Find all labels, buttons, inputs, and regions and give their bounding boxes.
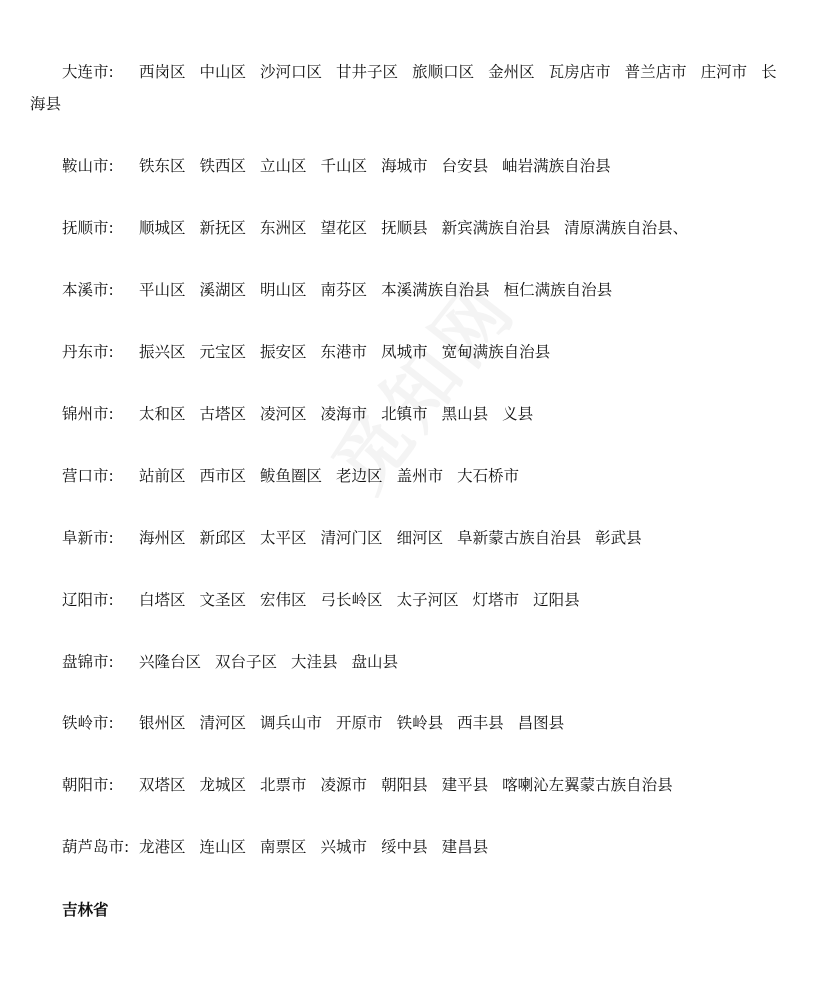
district-item: 兴城市 [320, 838, 368, 856]
district-item: 银州区 [139, 714, 186, 732]
district-item: 西市区 [199, 467, 247, 485]
district-item: 平山区 [139, 281, 186, 299]
district-item: 大石桥市 [457, 467, 520, 485]
district-item: 喀喇沁左翼蒙古族自治县 [502, 776, 673, 794]
city-row [62, 62, 810, 82]
district-item: 昌图县 [517, 714, 565, 732]
district-item: 朝阳县 [381, 776, 428, 794]
district-item: 太平区 [260, 529, 307, 547]
district-item: 大洼县 [291, 653, 338, 671]
district-item: 双台子区 [215, 653, 278, 671]
district-item: 铁东区 [139, 157, 186, 175]
district-item: 调兵山市 [260, 714, 323, 732]
city-name: 营口市: [62, 467, 114, 485]
district-item: 望花区 [320, 219, 368, 237]
district-item: 海城市 [381, 157, 428, 175]
district-item: 细河区 [396, 529, 444, 547]
district-item: 本溪满族自治县 [381, 281, 490, 299]
district-item: 西岗区 [139, 63, 186, 81]
district-item: 白塔区 [139, 591, 186, 609]
district-item: 站前区 [139, 467, 186, 485]
district-item: 弓长岭区 [320, 591, 383, 609]
district-item: 阜新蒙古族自治县 [457, 529, 582, 547]
city-name: 锦州市: [62, 405, 114, 423]
city-name: 朝阳市: [62, 776, 114, 794]
district-item: 盘山县 [351, 653, 399, 671]
district-item: 振兴区 [139, 343, 186, 361]
district-list [139, 219, 702, 237]
district-item: 建平县 [441, 776, 489, 794]
district-item: 台安县 [441, 157, 489, 175]
city-name: 辽阳市: [62, 591, 114, 609]
city-name: 本溪市: [62, 281, 114, 299]
district-item: 旅顺口区 [412, 63, 475, 81]
wrapped-continuation: 海县 [30, 95, 62, 113]
city-row [62, 404, 810, 424]
district-list [139, 714, 578, 732]
district-item: 新抚区 [199, 219, 247, 237]
city-row [62, 528, 810, 548]
district-item: 北镇市 [381, 405, 428, 423]
district-item: 桓仁满族自治县 [503, 281, 613, 299]
district-item: 清原满族自治县、 [564, 219, 689, 237]
district-list [139, 653, 412, 671]
district-item: 凌源市 [320, 776, 368, 794]
district-item: 灯塔市 [472, 591, 520, 609]
city-row [62, 156, 810, 176]
district-item: 振安区 [260, 343, 307, 361]
district-item: 清河门区 [320, 529, 383, 547]
district-item: 顺城区 [139, 219, 186, 237]
district-item: 兴隆台区 [139, 653, 202, 671]
district-item: 明山区 [260, 281, 307, 299]
district-item: 宽甸满族自治县 [441, 343, 551, 361]
district-item: 盖州市 [396, 467, 444, 485]
district-item: 海州区 [139, 529, 186, 547]
district-item: 东港市 [320, 343, 368, 361]
district-item: 立山区 [260, 157, 307, 175]
district-item: 义县 [502, 405, 534, 423]
district-item: 金州区 [488, 63, 535, 81]
district-item: 鲅鱼圈区 [260, 467, 323, 485]
district-item: 凌河区 [260, 405, 307, 423]
city-row [62, 218, 810, 238]
province-heading: 吉林省 [62, 901, 109, 919]
city-name: 葫芦岛市: [62, 838, 130, 856]
district-item: 老边区 [336, 467, 383, 485]
district-item: 元宝区 [199, 343, 247, 361]
district-item: 彰武县 [595, 529, 642, 547]
district-list [139, 157, 625, 175]
district-item: 绥中县 [381, 838, 428, 856]
city-row [62, 775, 810, 795]
district-list [139, 776, 687, 794]
district-list [139, 529, 656, 547]
city-name: 抚顺市: [62, 219, 114, 237]
district-list [139, 838, 502, 856]
district-list [139, 343, 564, 361]
city-name: 鞍山市: [62, 157, 114, 175]
district-list [139, 467, 533, 485]
district-list [139, 405, 547, 423]
city-row [62, 837, 810, 857]
district-item: 宏伟区 [260, 591, 307, 609]
district-item: 甘井子区 [336, 63, 399, 81]
district-item: 东洲区 [260, 219, 307, 237]
city-name: 大连市: [62, 63, 114, 81]
district-item: 新邱区 [199, 529, 247, 547]
district-item: 凤城市 [381, 343, 428, 361]
district-item: 新宾满族自治县 [441, 219, 551, 237]
district-item: 龙港区 [139, 838, 186, 856]
district-item: 南票区 [260, 838, 307, 856]
district-item: 连山区 [199, 838, 247, 856]
district-item: 岫岩满族自治县 [502, 157, 611, 175]
district-item: 北票市 [260, 776, 307, 794]
district-item: 开原市 [336, 714, 383, 732]
city-name: 盘锦市: [62, 653, 114, 671]
district-item: 凌海市 [320, 405, 368, 423]
district-item: 中山区 [199, 63, 247, 81]
city-name: 铁岭市: [62, 714, 114, 732]
district-item: 古塔区 [199, 405, 247, 423]
district-list [139, 281, 626, 299]
district-item: 沙河口区 [260, 63, 323, 81]
district-item: 黑山县 [441, 405, 489, 423]
district-list [139, 591, 594, 609]
district-item: 千山区 [320, 157, 368, 175]
city-name: 阜新市: [62, 529, 114, 547]
district-list [139, 63, 791, 81]
district-item: 文圣区 [199, 591, 247, 609]
city-row [62, 652, 810, 672]
district-item: 太子河区 [396, 591, 459, 609]
district-item: 抚顺县 [381, 219, 428, 237]
district-item: 龙城区 [199, 776, 247, 794]
city-name: 丹东市: [62, 343, 114, 361]
district-item: 长 [761, 63, 777, 81]
district-item: 瓦房店市 [548, 63, 611, 81]
district-item: 普兰店市 [624, 63, 687, 81]
district-item: 太和区 [139, 405, 186, 423]
district-item: 铁岭县 [396, 714, 444, 732]
city-row [62, 713, 810, 733]
district-item: 建昌县 [441, 838, 489, 856]
city-row [62, 466, 810, 486]
district-item: 清河区 [199, 714, 247, 732]
city-row [62, 342, 810, 362]
district-item: 双塔区 [139, 776, 186, 794]
district-item: 庄河市 [700, 63, 748, 81]
district-item: 铁西区 [199, 157, 247, 175]
district-item: 南芬区 [320, 281, 368, 299]
district-item: 西丰县 [457, 714, 504, 732]
district-item: 溪湖区 [199, 281, 247, 299]
city-row [62, 590, 810, 610]
city-row [62, 280, 810, 300]
district-item: 辽阳县 [533, 591, 580, 609]
